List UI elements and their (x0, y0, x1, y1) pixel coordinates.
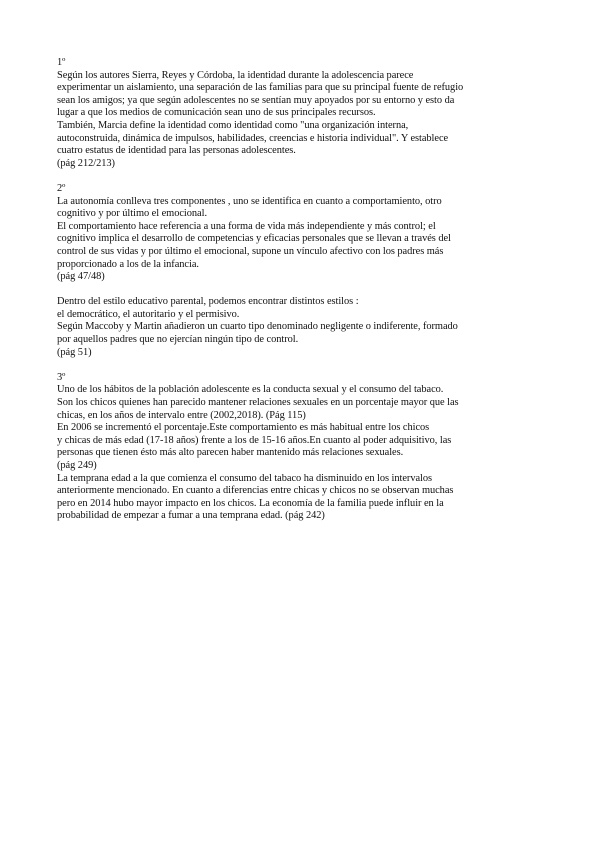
text-line: por aquellos padres que no ejercían ningún tipo de control. (57, 334, 299, 346)
text-line: lugar a que los medios de comunicación sean uno de sus principales recursos. (57, 107, 376, 119)
page-reference: (pág 212/213) (57, 157, 115, 169)
text-line: probabilidad de empezar a fumar a una temprana edad. (pág 242) (57, 510, 325, 522)
text-line: anteriormente mencionado. En cuanto a diferencias entre chicas y chicos no se observan muchas (57, 485, 454, 497)
page-reference: (pág 249) (57, 460, 97, 471)
text-line: Son los chicos quienes han parecido mantener relaciones sexuales en un porcentaje mayor que las (57, 397, 459, 409)
text-line: cognitivo y por último el emocional. (57, 208, 207, 220)
paragraph-gap (57, 284, 559, 297)
text-line: pero en 2014 hubo mayor impacto en los chicos. La economía de la familia puede influir en la (57, 497, 444, 509)
text-line: experimentar un aislamiento, una separación de las familias para que su principal fuente de refugio (57, 82, 464, 94)
text-line: Uno de los hábitos de la población adolescente es la conducta sexual y el consumo del tabaco. (57, 384, 444, 396)
text-line: control de sus vidas y por último el emocional, supone un vínculo afectivo con los padres más (57, 245, 444, 257)
text-line: En 2006 se incrementó el porcentaje.Este comportamiento es más habitual entre los chicos (57, 422, 430, 434)
section-3 (57, 372, 559, 523)
page-reference: (pág 51) (57, 346, 92, 358)
paragraph-gap (57, 359, 559, 372)
section-1 (57, 57, 559, 170)
text-line: personas que tienen ésto más alto parecen haber mantenido más relaciones sexuales. (57, 447, 404, 459)
section-2 (57, 183, 559, 284)
paragraph-gap (57, 170, 559, 183)
text-line: y chicas de más edad (17-18 años) frente a los de 15-16 años.En cuanto al poder adquisitivo, las (57, 434, 452, 446)
section-number: 1º (57, 57, 66, 68)
text-line: cuatro estatus de identidad para las personas adolescentes. (57, 145, 296, 157)
text-line: el democrático, el autoritario y el permisivo. (57, 308, 240, 320)
text-line: Según Maccoby y Martin añadieron un cuarto tipo denominado negligente o indiferente, formado (57, 321, 458, 333)
text-line: Según los autores Sierra, Reyes y Córdoba, la identidad durante la adolescencia parece (57, 69, 414, 81)
text-line: El comportamiento hace referencia a una forma de vida más independiente y más control; el (57, 220, 436, 232)
text-line: sean los amigos; ya que según adolescentes no se sentían muy apoyados por su entorno y esto da (57, 94, 455, 106)
text-line: También, Marcia define la identidad como identidad como "una organización interna, (57, 119, 409, 131)
section-number: 2º (57, 182, 66, 194)
section-number: 3º (57, 371, 66, 383)
text-line: Dentro del estilo educativo parental, podemos encontrar distintos estilos : (57, 296, 359, 308)
text-line: La autonomía conlleva tres componentes , uno se identifica en cuanto a comportamiento, otro (57, 195, 442, 207)
text-line: chicas, en los años de intervalo entre (2002,2018). (Pág 115) (57, 409, 306, 421)
text-line: cognitivo implica el desarrollo de competencias y eficacias personales que se llevan a través del (57, 233, 451, 245)
section-2-parenting (57, 296, 559, 359)
text-line: autoconstruida, dinámica de impulsos, habilidades, creencias e historia individual". Y establece (57, 132, 449, 144)
text-line: La temprana edad a la que comienza el consumo del tabaco ha disminuido en los intervalos (57, 472, 433, 484)
text-line: proporcionado a los de la infancia. (57, 258, 199, 270)
page-reference: (pág 47/48) (57, 271, 105, 283)
